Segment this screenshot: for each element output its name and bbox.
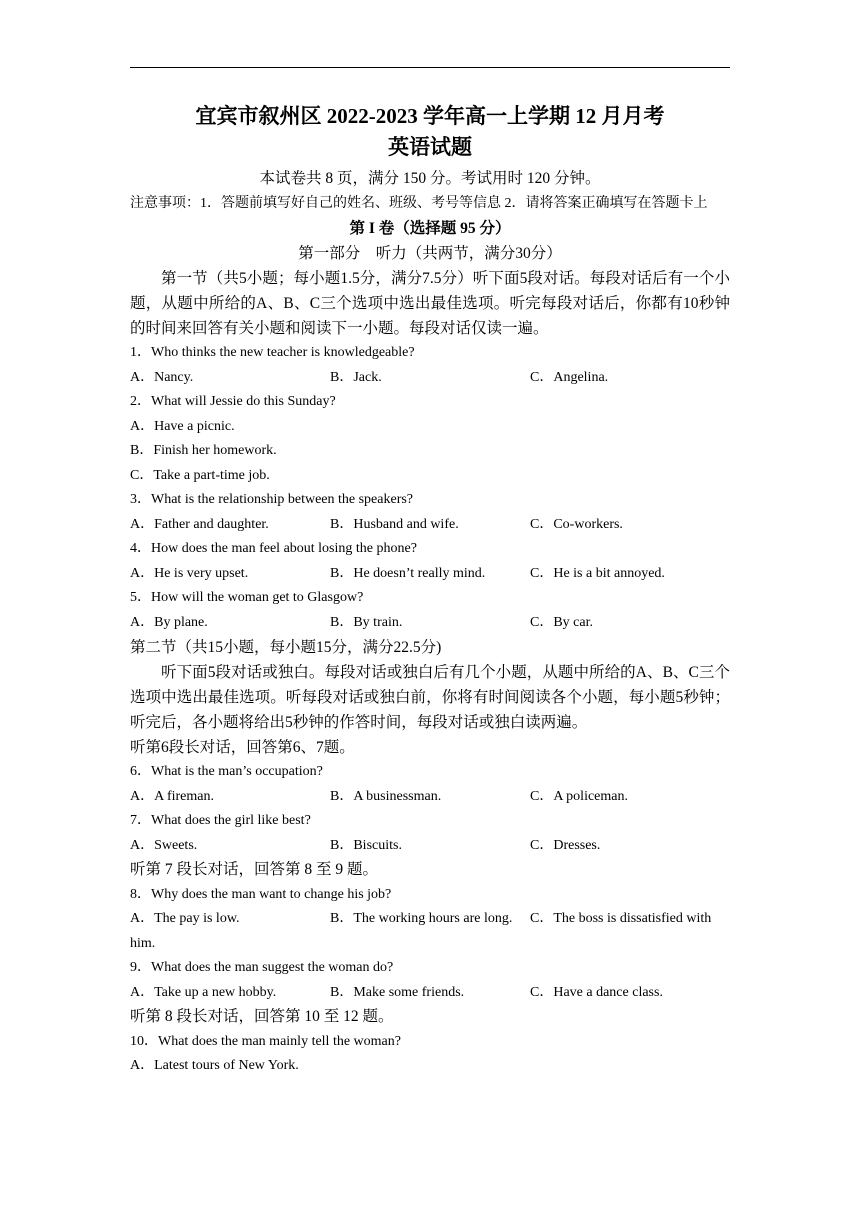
option-b[interactable]: B．Husband and wife. — [330, 516, 459, 532]
section2-title: 第二节（共15小题，每小题15分，满分22.5分) — [130, 639, 442, 656]
question-stem: 1．Who thinks the new teacher is knowledgeable? — [130, 345, 415, 360]
option-c[interactable]: C．A policeman. — [530, 788, 628, 804]
section1-instructions: 第一节（共5小题；每小题1.5分，满分7.5分）听下面5段对话。每段对话后有一个小题，从题中所给的A、B、C三个选项中选出最佳选项。听完每段对话后，你都有10秒钟的时间来回答有关小题和阅读下一小题。每段对话仅读一遍。 — [130, 270, 730, 337]
option-c[interactable]: C．Co-workers. — [530, 516, 623, 532]
question-options — [130, 611, 730, 636]
question-stem: 5．How will the woman get to Glasgow? — [130, 590, 364, 605]
option-a[interactable]: A．A fireman. — [130, 788, 214, 804]
option-c[interactable]: C．He is a bit annoyed. — [530, 565, 665, 581]
question-options — [130, 834, 730, 859]
option-b[interactable]: B．Make some friends. — [330, 984, 465, 1000]
option-b[interactable]: B．He doesn’t really mind. — [330, 565, 486, 581]
exam-intro: 本试卷共 8 页，满分 150 分。考试用时 120 分钟。 — [259, 170, 601, 187]
question-options — [130, 366, 730, 391]
option-c[interactable]: C．Have a dance class. — [530, 984, 663, 1000]
question-stem: 7．What does the girl like best? — [130, 813, 311, 828]
option-b[interactable]: B．The working hours are long. — [330, 911, 513, 926]
option-a[interactable]: A．Have a picnic. — [130, 418, 235, 434]
option-a[interactable]: A．Sweets. — [130, 837, 198, 853]
question-stem: 6．What is the man’s occupation? — [130, 764, 323, 779]
option-b[interactable]: B．By train. — [330, 614, 403, 630]
question-stem: 8．Why does the man want to change his job? — [130, 886, 392, 902]
dialog6-note: 听第6段长对话，回答第6、7题。 — [130, 739, 355, 756]
option-a[interactable]: A．He is very upset. — [130, 565, 249, 581]
dialog8-note: 听第 8 段长对话，回答第 10 至 12 题。 — [130, 1008, 394, 1025]
option-b[interactable]: B．A businessman. — [330, 788, 442, 804]
option-c[interactable]: C．The boss is dissatisfied with — [530, 911, 712, 926]
question-options — [130, 981, 730, 1006]
option-c[interactable]: C．By car. — [530, 614, 593, 630]
part1-title: 第 I 卷（选择题 95 分） — [349, 220, 511, 237]
exam-page — [130, 100, 730, 1079]
option-a[interactable]: A．By plane. — [130, 614, 208, 630]
option-c[interactable]: C．Take a part-time job. — [130, 467, 270, 483]
option-b[interactable]: B．Biscuits. — [330, 837, 402, 853]
option-c[interactable]: C．Angelina. — [530, 369, 609, 385]
question-options — [130, 513, 730, 538]
question-stem: 4．How does the man feel about losing the phone? — [130, 541, 417, 556]
section2-instructions: 听下面5段对话或独白。每段对话或独白后有几个小题，从题中所给的A、B、C三个选项中选出最佳选项。听每段对话或独白前，你将有时间阅读各个小题，每小题5秒钟；听完后，各小题将给出5秒钟的作答时间，每段对话或独白读两遍。 — [130, 664, 730, 731]
question-stem: 9．What does the man suggest the woman do? — [130, 960, 394, 975]
option-a[interactable]: A．Father and daughter. — [130, 516, 269, 532]
question-stem: 10．What does the man mainly tell the woman? — [130, 1033, 401, 1049]
question-options — [130, 785, 730, 810]
listening-title: 第一部分 听力（共两节，满分30分） — [298, 245, 562, 262]
dialog7-note: 听第 7 段长对话，回答第 8 至 9 题。 — [130, 861, 379, 878]
exam-notice: 注意事项：1．答题前填写好自己的姓名、班级、考号等信息 2．请将答案正确填写在答题卡上 — [130, 196, 708, 211]
option-a[interactable]: A．The pay is low. — [130, 911, 240, 926]
option-c[interactable]: C．Dresses. — [530, 837, 601, 853]
option-c-continued: him. — [130, 935, 156, 951]
option-b[interactable]: B．Finish her homework. — [130, 443, 277, 458]
exam-title: 宜宾市叙州区 2022-2023 学年高一上学期 12 月月考 — [195, 104, 665, 128]
option-b[interactable]: B．Jack. — [330, 369, 382, 385]
option-a[interactable]: A．Nancy. — [130, 369, 194, 385]
question-options — [130, 562, 730, 587]
question-options — [130, 907, 730, 932]
option-a[interactable]: A．Latest tours of New York. — [130, 1058, 299, 1073]
header-rule — [130, 67, 730, 68]
question-stem: 2．What will Jessie do this Sunday? — [130, 394, 336, 409]
exam-subtitle: 英语试题 — [388, 135, 472, 159]
question-stem: 3．What is the relationship between the speakers? — [130, 492, 414, 507]
option-a[interactable]: A．Take up a new hobby. — [130, 984, 277, 1000]
